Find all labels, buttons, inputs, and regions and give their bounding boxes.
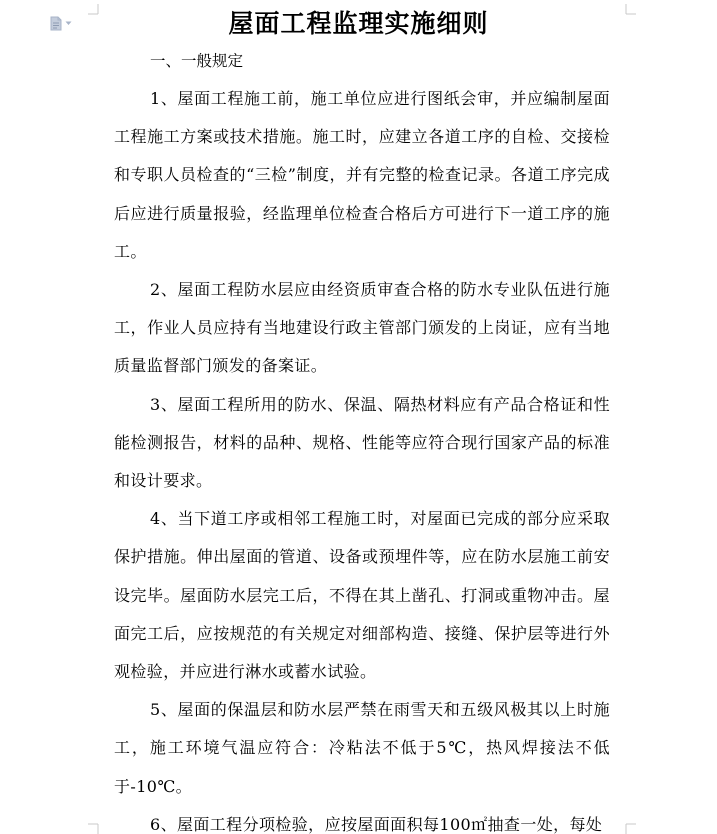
document-title: 屋面工程监理实施细则 [228,9,489,38]
document-body [114,80,610,834]
paragraph-4: 4、当下道工序或相邻工程施工时，对屋面已完成的部分应采取保护措施。伸出屋面的管道、设备或预埋件等，应在防水层施工前安设完毕。屋面防水层完工后，不得在其上凿孔、打洞或重物冲击。屋面完工后，应按规范的有关规定对细部构造、接缝、保护层等进行外观检验，并应进行淋水或蓄水试验。 [114,509,610,682]
paragraph-3: 3、屋面工程所用的防水、保温、隔热材料应有产品合格证和性能检测报告，材料的品种、规格、性能等应符合现行国家产品的标准和设计要求。 [114,394,610,491]
paragraph-1: 1、屋面工程施工前，施工单位应进行图纸会审，并应编制屋面工程施工方案或技术措施。施工时，应建立各道工序的自检、交接检和专职人员检查的“三检”制度，并有完整的检查记录。各道工序完成后应进行质量报验，经监理单位检查合格后方可进行下一道工序的施工。 [114,89,610,261]
paragraph-6: 6、屋面工程分项检验，应按屋面面积每100㎡抽查一处，每处 [150,814,603,834]
margin-corner-mark [622,820,636,834]
paragraph-5: 5、屋面的保温层和防水层严禁在雨雪天和五级风极其以上时施工，施工环境气温应符合：冷粘法不低于5℃，热风焊接法不低于-10℃。 [114,700,610,796]
section-heading: 一、一般规定 [150,52,244,70]
margin-corner-mark [88,820,102,834]
paragraph-2: 2、屋面工程防水层应由经资质审查合格的防水专业队伍进行施工，作业人员应持有当地建设行政主管部门颁发的上岗证，应有当地质量监督部门颁发的备案证。 [114,280,610,376]
